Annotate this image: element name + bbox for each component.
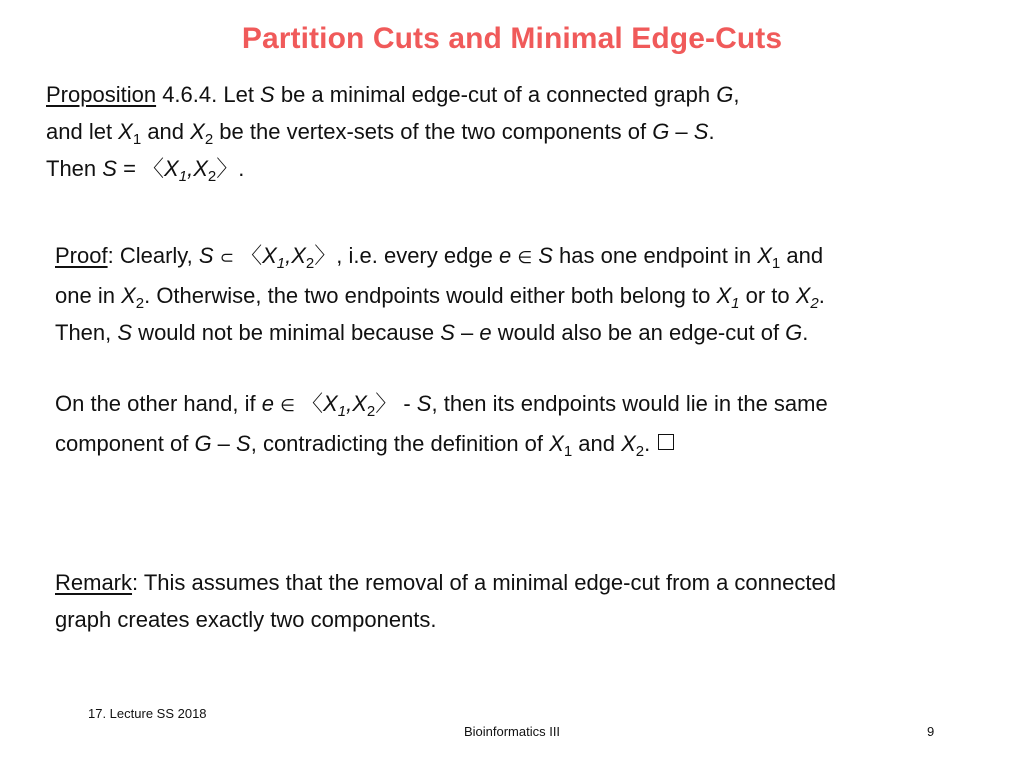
element-of-symbol: ∈ xyxy=(517,248,533,268)
footer-page-number: 9 xyxy=(927,724,935,739)
symbol-S: S xyxy=(440,320,455,345)
symbol-X: X xyxy=(757,243,772,268)
proof-text: or to xyxy=(739,283,796,308)
symbol-e: e xyxy=(261,391,274,416)
symbol-S: S xyxy=(693,119,709,144)
proof-text: has one endpoint in xyxy=(552,243,758,268)
proposition-line-2 xyxy=(46,113,739,150)
proposition-text: and let xyxy=(46,119,119,144)
subscript-1: 1 xyxy=(276,255,286,272)
right-angle-bracket: 〉 xyxy=(375,392,398,417)
minus-sign: – xyxy=(454,320,480,345)
other-hand-block xyxy=(55,385,828,462)
symbol-X: X xyxy=(190,119,205,144)
subscript-1: 1 xyxy=(337,403,347,420)
symbol-G: G xyxy=(716,82,734,107)
slide-title: Partition Cuts and Minimal Edge-Cuts xyxy=(241,22,783,55)
subset-symbol: ⊂ xyxy=(219,248,234,268)
symbol-S: S xyxy=(198,243,214,268)
other-hand-line-1 xyxy=(55,385,828,425)
proposition-line-1 xyxy=(46,76,739,113)
other-hand-line-2 xyxy=(55,425,828,462)
subscript-1: 1 xyxy=(563,443,573,460)
proof-text: one in xyxy=(55,283,122,308)
subscript-1: 1 xyxy=(771,255,781,272)
symbol-X: X xyxy=(716,283,732,308)
subscript-1: 1 xyxy=(132,131,142,148)
minus-sign: - xyxy=(397,391,417,416)
proposition-label: Proposition xyxy=(46,82,157,107)
right-angle-bracket: 〉 xyxy=(216,157,239,182)
symbol-X: X xyxy=(352,391,367,416)
symbol-S: S xyxy=(416,391,432,416)
symbol-X: X xyxy=(291,243,306,268)
subscript-1: 1 xyxy=(178,168,188,185)
proof-text: Then, xyxy=(55,320,118,345)
symbol-X: X xyxy=(323,391,338,416)
proof-text: , then its endpoints would lie in the same xyxy=(431,391,828,416)
equals-sign: = xyxy=(116,156,143,181)
punctuation: . xyxy=(818,283,825,308)
symbol-X: X xyxy=(121,283,136,308)
symbol-e: e xyxy=(498,243,512,268)
symbol-X: X xyxy=(262,243,277,268)
qed-square-icon xyxy=(658,434,674,450)
symbol-e: e xyxy=(479,320,492,345)
proof-text: On the other hand, if xyxy=(55,391,262,416)
proposition-block xyxy=(46,76,739,188)
subscript-2: 2 xyxy=(207,168,217,185)
punctuation: . xyxy=(708,119,715,144)
subscript-1: 1 xyxy=(731,295,740,312)
proof-line-2 xyxy=(55,277,825,314)
remark-block xyxy=(55,564,836,638)
left-angle-bracket: 〈 xyxy=(142,157,165,182)
punctuation: . xyxy=(644,431,651,456)
footer-course: Bioinformatics III xyxy=(463,724,561,739)
proof-text: would also be an edge-cut of xyxy=(491,320,786,345)
symbol-X: X xyxy=(795,283,811,308)
left-angle-bracket: 〈 xyxy=(301,392,324,417)
symbol-G: G xyxy=(194,431,212,456)
symbol-G: G xyxy=(652,119,670,144)
subscript-2: 2 xyxy=(204,131,214,148)
element-of-symbol: ∈ xyxy=(280,396,295,416)
proof-text: , contradicting the definition of xyxy=(250,431,550,456)
proposition-text: Then xyxy=(46,156,103,181)
symbol-X: X xyxy=(118,119,133,144)
subscript-2: 2 xyxy=(635,443,645,460)
minus-sign: – xyxy=(669,119,694,144)
proof-text: would not be minimal because xyxy=(132,320,441,345)
proof-line-3 xyxy=(55,314,825,351)
subscript-2: 2 xyxy=(135,295,145,312)
proof-text: and xyxy=(780,243,824,268)
symbol-S: S xyxy=(236,431,251,456)
proposition-line-3 xyxy=(46,150,739,188)
left-angle-bracket: 〈 xyxy=(240,244,263,269)
proof-text: , i.e. every edge xyxy=(336,243,499,268)
proof-text: . Otherwise, the two endpoints would either both belong to xyxy=(144,283,717,308)
proposition-text: be a minimal edge-cut of a connected graph xyxy=(274,82,717,107)
punctuation: , xyxy=(285,243,292,268)
punctuation: , xyxy=(733,82,740,107)
proof-line-1 xyxy=(55,237,825,277)
proof-text: component of xyxy=(55,431,195,456)
proposition-number: 4.6.4. Let xyxy=(156,82,261,107)
symbol-X: X xyxy=(164,156,179,181)
remark-label: Remark xyxy=(55,570,133,595)
symbol-S: S xyxy=(117,320,133,345)
punctuation: . xyxy=(238,156,245,181)
symbol-G: G xyxy=(785,320,803,345)
proposition-text: and xyxy=(141,119,191,144)
symbol-X: X xyxy=(621,431,636,456)
symbol-X: X xyxy=(549,431,564,456)
subscript-2: 2 xyxy=(366,403,376,420)
minus-sign: – xyxy=(211,431,237,456)
remark-text: : This assumes that the removal of a minimal edge-cut from a connected xyxy=(132,570,836,595)
symbol-S: S xyxy=(102,156,117,181)
subscript-2: 2 xyxy=(305,255,315,272)
punctuation: , xyxy=(346,391,353,416)
proof-block xyxy=(55,237,825,351)
right-angle-bracket: 〉 xyxy=(314,244,337,269)
symbol-X: X xyxy=(193,156,208,181)
subscript-2: 2 xyxy=(810,295,819,312)
proof-text: and xyxy=(572,431,622,456)
remark-line-2: graph creates exactly two components. xyxy=(55,607,437,632)
remark-line-1 xyxy=(55,564,836,601)
proof-label: Proof xyxy=(55,243,108,268)
punctuation: , xyxy=(187,156,194,181)
proof-text: : Clearly, xyxy=(107,243,199,268)
symbol-S: S xyxy=(538,243,553,268)
proposition-text: be the vertex-sets of the two components of xyxy=(213,119,653,144)
footer-lecture: 17. Lecture SS 2018 xyxy=(88,706,207,721)
punctuation: . xyxy=(802,320,809,345)
symbol-S: S xyxy=(260,82,275,107)
